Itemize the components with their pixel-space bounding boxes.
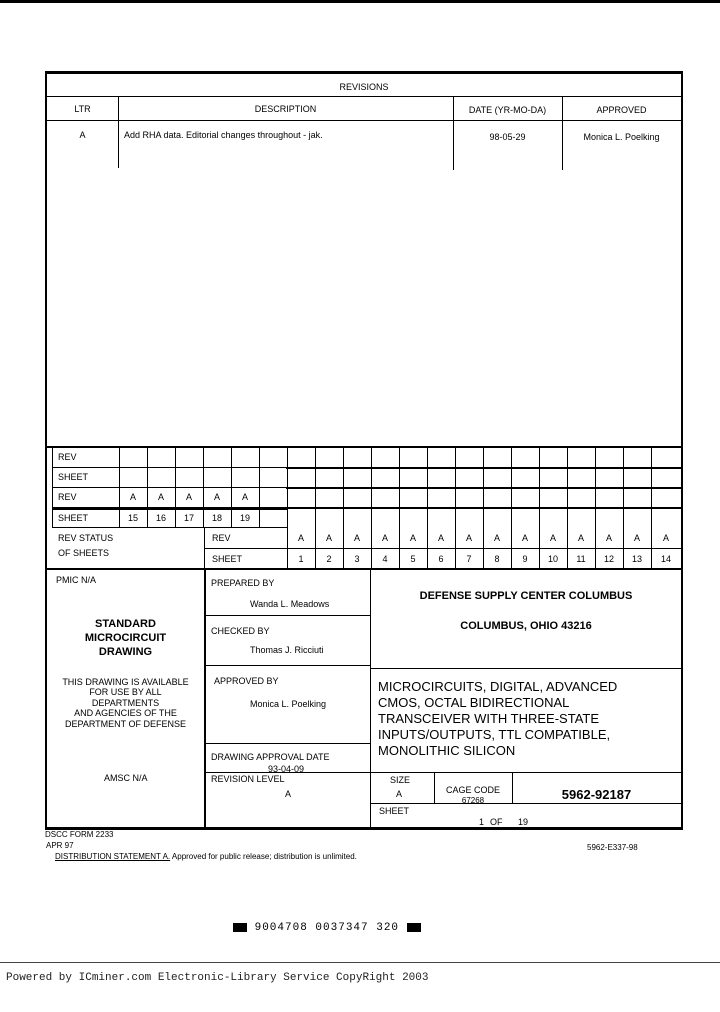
checked-label: CHECKED BY xyxy=(211,626,270,636)
rev-cell: A xyxy=(521,533,528,543)
sheet-number: 1 xyxy=(479,817,485,827)
amsc-label: AMSC N/A xyxy=(104,773,148,783)
rev-label: REV xyxy=(58,452,77,462)
sheet-cell: 4 xyxy=(382,554,388,564)
revision-date: 98-05-29 xyxy=(489,132,526,142)
sheet-label: SHEET xyxy=(212,554,243,564)
distribution-statement xyxy=(55,852,357,862)
rev-cell: A xyxy=(129,492,136,502)
rev-cell: A xyxy=(465,533,472,543)
agency-name: DEFENSE SUPPLY CENTER COLUMBUS xyxy=(419,590,633,602)
drawing-title-line: CMOS, OCTAL BIDIRECTIONAL xyxy=(378,695,570,710)
revision-level: A xyxy=(285,789,292,799)
sheet-cell: 1 xyxy=(298,554,304,564)
barcode-block-icon xyxy=(233,923,247,932)
sheet-cell: 18 xyxy=(211,513,222,523)
sheet-of: OF xyxy=(490,817,503,827)
rev-cell: A xyxy=(409,533,416,543)
rev-status-label: REV STATUS xyxy=(58,533,114,543)
sheet-cell: 7 xyxy=(466,554,472,564)
sheet-cell: 2 xyxy=(326,554,332,564)
sheet-cell: 19 xyxy=(239,513,250,523)
rev-cell: A xyxy=(297,533,304,543)
agency-city: COLUMBUS, OHIO 43216 xyxy=(460,620,592,632)
cage-label: CAGE CODE xyxy=(445,785,500,795)
availability-line: DEPARTMENT OF DEFENSE xyxy=(64,719,187,729)
rev-cell: A xyxy=(185,492,192,502)
approved-by-name: Monica L. Poelking xyxy=(250,699,327,709)
sheet-label: SHEET xyxy=(379,806,410,816)
sheet-cell: 14 xyxy=(660,554,671,564)
approved-header: APPROVED xyxy=(596,105,647,115)
approval-date-label: DRAWING APPROVAL DATE xyxy=(211,752,330,762)
availability-line: THIS DRAWING IS AVAILABLE xyxy=(62,677,189,687)
cage-value: 67268 xyxy=(461,796,485,805)
footer-copyright: Powered by ICminer.com Electronic-Library Service CopyRight 2003 xyxy=(6,972,429,984)
form-date: APR 97 xyxy=(46,841,74,850)
prepared-name: Wanda L. Meadows xyxy=(250,599,330,609)
sheet-total: 19 xyxy=(518,817,529,827)
rev-cell: A xyxy=(633,533,640,543)
standard-line: STANDARD xyxy=(95,618,156,630)
scan-barcode xyxy=(233,922,421,934)
rev-label: REV xyxy=(212,533,231,543)
standard-line: DRAWING xyxy=(98,646,153,658)
distribution-text: Approved for public release; distribution is unlimited. xyxy=(170,852,357,861)
rev-cell: A xyxy=(662,533,669,543)
barcode-block-icon xyxy=(407,923,421,932)
approved-by-label: APPROVED BY xyxy=(214,676,279,686)
prepared-label: PREPARED BY xyxy=(211,578,275,588)
sheet-cell: 16 xyxy=(155,513,166,523)
rev-cell: A xyxy=(549,533,556,543)
sheet-cell: 8 xyxy=(494,554,500,564)
sheet-cell: 11 xyxy=(576,554,586,564)
rev-cell: A xyxy=(157,492,164,502)
rev-cell: A xyxy=(213,492,220,502)
distribution-label: DISTRIBUTION STATEMENT A. xyxy=(55,852,171,861)
drawing-title-line: TRANSCEIVER WITH THREE-STATE xyxy=(378,711,600,726)
standard-line: MICROCIRCUIT xyxy=(84,632,167,644)
sheet-cell: 12 xyxy=(603,554,614,564)
rev-cell: A xyxy=(325,533,332,543)
drawing-title-line: MONOLITHIC SILICON xyxy=(378,743,516,758)
ltr-header: LTR xyxy=(74,104,91,114)
sheet-label: SHEET xyxy=(58,472,89,482)
sheet-cell: 6 xyxy=(438,554,444,564)
revision-description: Add RHA data. Editorial changes throughout - jak. xyxy=(124,130,323,140)
rev-cell: A xyxy=(493,533,500,543)
sheet-label: SHEET xyxy=(58,513,89,523)
revision-approved: Monica L. Poelking xyxy=(583,132,660,142)
pmic-label: PMIC N/A xyxy=(56,575,97,585)
availability-line: FOR USE BY ALL xyxy=(89,687,162,697)
approval-date: 93-04-09 xyxy=(268,764,305,774)
footer-divider xyxy=(0,962,720,963)
barcode-text: 9004708 0037347 320 xyxy=(254,922,400,934)
sheet-cell: 9 xyxy=(522,554,528,564)
revision-ltr: A xyxy=(79,130,86,140)
drawing-title-line: INPUTS/OUTPUTS, TTL COMPATIBLE, xyxy=(378,727,611,742)
of-sheets-label: OF SHEETS xyxy=(58,548,110,558)
drawing-number: 5962-92187 xyxy=(561,787,632,802)
rev-cell: A xyxy=(241,492,248,502)
revisions-title: REVISIONS xyxy=(339,82,389,92)
sheet-cell: 3 xyxy=(354,554,360,564)
availability-line: DEPARTMENTS xyxy=(91,698,160,708)
rev-cell: A xyxy=(381,533,388,543)
drawing-title-line: MICROCIRCUITS, DIGITAL, ADVANCED xyxy=(378,679,618,694)
availability-line: AND AGENCIES OF THE xyxy=(74,708,177,718)
size-label: SIZE xyxy=(390,775,411,785)
sheet-cell: 5 xyxy=(410,554,416,564)
rev-cell: A xyxy=(437,533,444,543)
rev-cell: A xyxy=(577,533,584,543)
description-header: DESCRIPTION xyxy=(254,104,317,114)
size-value: A xyxy=(396,789,403,799)
form-id: DSCC FORM 2233 xyxy=(45,830,114,839)
rev-cell: A xyxy=(353,533,360,543)
date-header: DATE (YR-MO-DA) xyxy=(468,105,547,115)
sheet-cell: 10 xyxy=(547,554,558,564)
sheet-cell: 15 xyxy=(127,513,138,523)
rev-cell: A xyxy=(605,533,612,543)
rev-label: REV xyxy=(58,492,77,502)
sheet-cell: 17 xyxy=(183,513,194,523)
checked-name: Thomas J. Ricciuti xyxy=(250,645,324,655)
revision-level-label: REVISION LEVEL xyxy=(211,774,285,784)
sheet-cell: 13 xyxy=(631,554,642,564)
doc-code: 5962-E337-98 xyxy=(587,843,638,852)
top-scan-bar xyxy=(0,0,720,3)
